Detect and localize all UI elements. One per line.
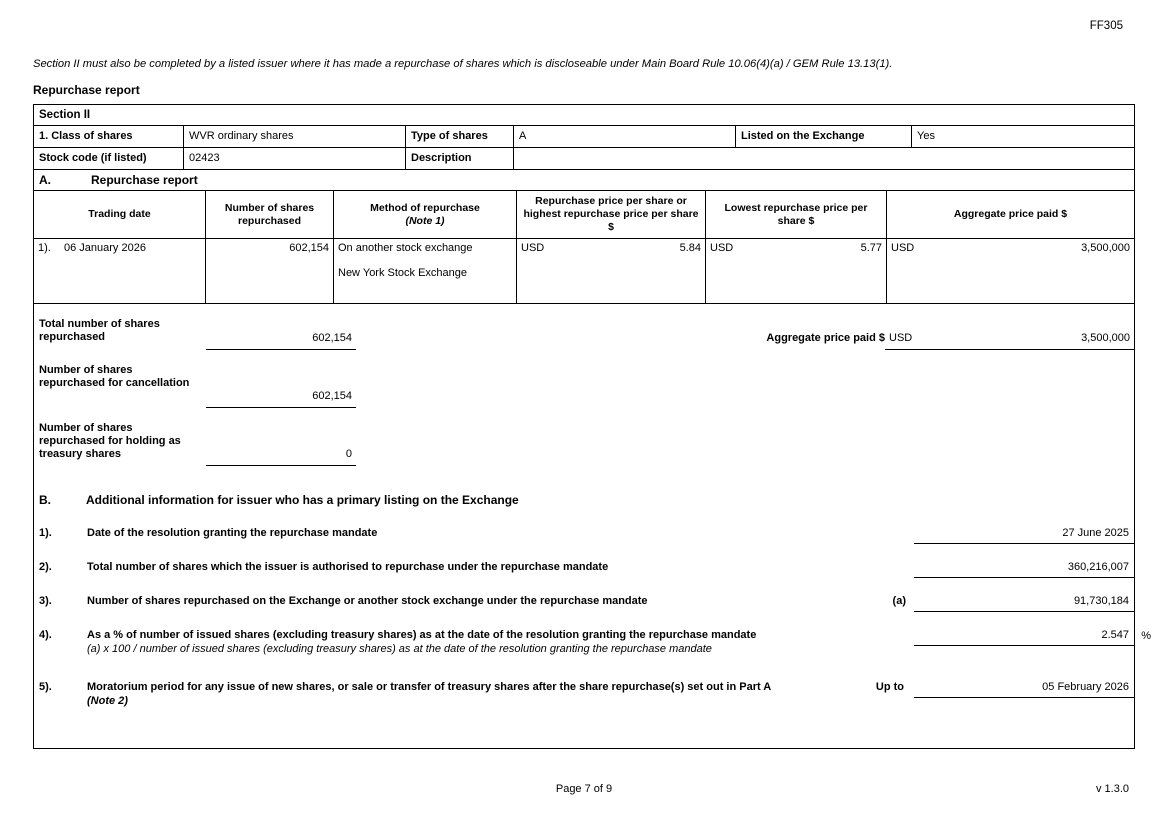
form-code: FF305 — [1089, 20, 1123, 32]
price-high-currency: USD — [521, 242, 545, 254]
box-bottom-padding — [34, 708, 1134, 748]
up-to-label: Up to — [875, 681, 904, 693]
item-text — [87, 628, 914, 656]
col-header-price-low: Lowest repurchase price per share $ — [706, 191, 887, 238]
section-b-item-3 — [34, 594, 1134, 612]
col-header-method: Method of repurchase (Note 1) — [334, 191, 517, 238]
section-b-header — [34, 490, 1134, 510]
item-text-main: Moratorium period for any issue of new shares, or sale or transfer of treasury shares after the share repurchase(s) set out in Part A — [87, 681, 772, 693]
total-shares-value: 602,154 — [206, 316, 356, 350]
row-index: 1). — [38, 242, 51, 254]
aggregate-currency: USD — [891, 242, 915, 254]
listed-on-exchange-value: Yes — [917, 130, 935, 142]
cancellation-label: Number of shares repurchased for cancellation — [39, 364, 190, 389]
cancellation-row — [34, 362, 1134, 408]
aggregate-paid-value — [885, 316, 1134, 350]
item-number: 4). — [39, 629, 52, 641]
section-a-header — [34, 170, 1134, 191]
class-of-shares-label: 1. Class of shares — [34, 126, 184, 147]
item-text: Number of shares repurchased on the Exchange or another stock exchange under the repurchase mandate — [87, 595, 648, 607]
col-header-trading-date: Trading date — [34, 191, 206, 238]
item-value: 360,216,007 — [914, 560, 1134, 578]
page-title: Repurchase report — [33, 83, 140, 97]
section-b-item-4 — [34, 628, 1151, 656]
page-content — [33, 0, 1151, 795]
cell-method — [334, 239, 517, 303]
treasury-label: Number of shares repurchased for holding as treasury shares — [39, 422, 181, 460]
section-b-item-1 — [34, 526, 1134, 544]
price-low-value: 5.77 — [860, 242, 882, 254]
treasury-row — [34, 420, 1134, 466]
col-header-shares: Number of shares repurchased — [206, 191, 334, 238]
version-label: v 1.3.0 — [1095, 783, 1129, 795]
item-text-sub: (a) x 100 / number of issued shares (excluding treasury shares) as at the date of the resolution granting the repurchase mandate — [87, 643, 712, 655]
price-high-value: 5.84 — [679, 242, 701, 254]
item-value: 27 June 2025 — [914, 526, 1134, 544]
method-line1: On another stock exchange — [338, 242, 473, 254]
item-text: Total number of shares which the issuer is authorised to repurchase under the repurchase mandate — [87, 561, 609, 573]
cell-trading-date — [34, 239, 206, 303]
section-b-letter: B. — [39, 493, 51, 507]
repurchase-table-row — [34, 239, 1134, 304]
type-of-shares-label: Type of shares — [406, 126, 514, 147]
stock-code-label: Stock code (if listed) — [34, 148, 184, 169]
item-number: 5). — [39, 681, 52, 693]
trading-date-value: 06 January 2026 — [64, 242, 146, 254]
cell-price-high — [517, 239, 706, 303]
intro-note: Section II must also be completed by a listed issuer where it has made a repurchase of shares which is discloseable under Main Board Rule 10.06(4)(a) / GEM Rule 13.13(1). — [33, 58, 893, 70]
percent-suffix: % — [1141, 630, 1151, 642]
page-footer — [33, 783, 1135, 795]
description-value — [514, 148, 1134, 169]
stock-code-value: 02423 — [184, 148, 406, 169]
page-number: Page 7 of 9 — [555, 783, 613, 795]
section-a-letter: A. — [39, 173, 51, 187]
cancellation-value: 602,154 — [206, 362, 356, 408]
col-header-aggregate: Aggregate price paid $ — [953, 208, 1068, 220]
col-header-price-high: Repurchase price per share or highest repurchase price per share $ — [517, 191, 706, 238]
treasury-value: 0 — [206, 420, 356, 466]
section-a-title: Repurchase report — [91, 173, 198, 187]
item-number: 2). — [39, 561, 52, 573]
method-line2: New York Stock Exchange — [338, 267, 468, 279]
aggregate-paid-amount: 3,500,000 — [1081, 332, 1130, 344]
aggregate-paid-label: Aggregate price paid $ — [766, 332, 885, 344]
cell-shares: 602,154 — [206, 239, 334, 303]
total-shares-row — [34, 316, 1134, 350]
item-value: 05 February 2026 — [914, 680, 1134, 698]
section-b-item-2 — [34, 560, 1134, 578]
item-text: Date of the resolution granting the repurchase mandate — [87, 527, 378, 539]
item-text-note: (Note 2) — [87, 695, 128, 707]
listed-on-exchange-label: Listed on the Exchange — [736, 126, 912, 147]
repurchase-table-header — [34, 191, 1134, 239]
cell-price-low — [706, 239, 887, 303]
class-of-shares-row — [34, 126, 1134, 148]
item-number: 1). — [39, 527, 52, 539]
item-text-main: As a % of number of issued shares (excluding treasury shares) as at the date of the resolution granting the repurchase mandate — [87, 629, 757, 641]
section-b-item-5 — [34, 680, 1134, 708]
item-marker-a: (a) — [892, 595, 906, 607]
cell-aggregate — [887, 239, 1134, 303]
stock-code-row — [34, 148, 1134, 170]
total-shares-label: Total number of shares repurchased — [39, 318, 160, 343]
method-note-ref: (Note 1) — [405, 214, 445, 227]
section2-header: Section II — [34, 105, 1134, 126]
item-number: 3). — [39, 595, 52, 607]
report-form-box — [33, 104, 1151, 749]
price-low-currency: USD — [710, 242, 734, 254]
description-label: Description — [406, 148, 514, 169]
type-of-shares-value: A — [514, 126, 736, 147]
item-text — [87, 680, 876, 708]
section-b-title: Additional information for issuer who has a primary listing on the Exchange — [86, 493, 519, 507]
item-value: 91,730,184 — [914, 594, 1134, 612]
class-of-shares-value: WVR ordinary shares — [184, 126, 406, 147]
aggregate-paid-currency: USD — [889, 332, 913, 344]
aggregate-value: 3,500,000 — [1081, 242, 1130, 254]
item-value: 2.547 — [914, 628, 1134, 646]
